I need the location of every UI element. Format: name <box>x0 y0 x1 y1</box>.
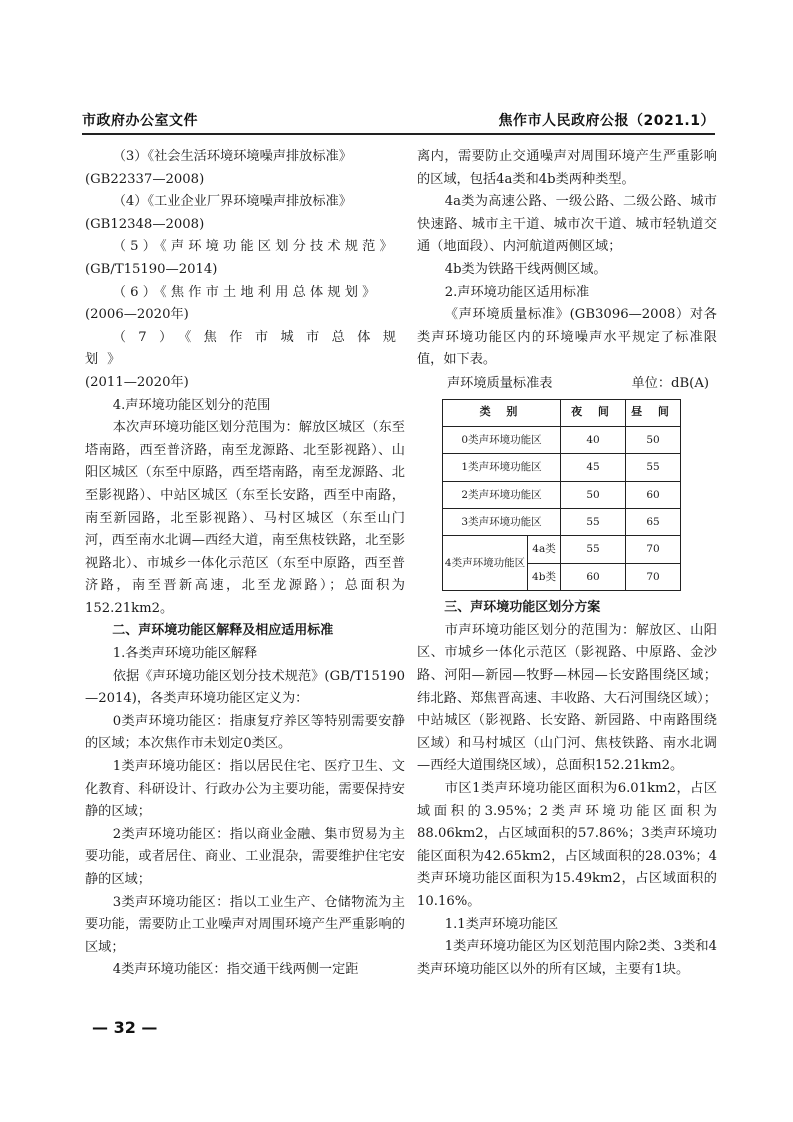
right-column-top <box>417 146 717 372</box>
paragraph: 4.声环境功能区划分的范围 <box>112 397 271 413</box>
running-header-left: 市政府办公室文件 <box>82 113 198 129</box>
paragraph: 4b类为铁路干线两侧区域。 <box>444 261 607 277</box>
section-heading: 二、声环境功能区解释及相应适用标准 <box>112 623 334 639</box>
header-category: 类 别 <box>443 399 561 426</box>
paragraph: (2011—2020年) <box>85 374 189 390</box>
noise-standard-table <box>442 399 681 592</box>
table-row <box>443 481 681 508</box>
header-night: 夜 间 <box>561 399 626 426</box>
paragraph: （4）《工业企业厂界环境噪声排放标准》 <box>112 194 352 210</box>
paragraph: （3）《社会生活环境环境噪声排放标准》 <box>112 149 352 164</box>
paragraph: 3类声环境功能区：指以工业生产、仓储物流为主要功能，需要防止工业噪声对周围环境产生严重影响的区域； <box>85 894 405 955</box>
paragraph: 市声环境功能区划分的范围为：解放区、山阳区、市城乡一体化示范区（影视路、中原路、金沙路、河阳—新园—牧野—林园—长安路围绕区域；纬北路、郑焦晋高速、丰收路、大石河围绕区域）；中站城区（影视路、长安路、新园路、中南路围绕区域）和马村城区（山门河、焦枝铁路、南水北调—西经大道围绕区域），总面积152.21km2。 <box>417 622 717 774</box>
table-caption: 声环境质量标准表 <box>447 375 553 391</box>
table-row <box>443 509 681 536</box>
paragraph: 2类声环境功能区：指以商业金融、集市贸易为主要功能，或者居住、商业、工业混杂，需要维护住宅安静的区域； <box>85 826 405 887</box>
running-header-right: 焦作市人民政府公报（2021.1） <box>498 113 715 129</box>
paragraph: 4类声环境功能区：指交通干线两侧一定距 <box>112 962 359 978</box>
left-column <box>85 146 405 982</box>
cell-night: 45 <box>561 454 626 481</box>
paragraph: 1类声环境功能区：指以居民住宅、医疗卫生、文化教育、科研设计、行政办公为主要功能，需要保持安静的区域； <box>85 759 405 820</box>
cell-group-category: 4类声环境功能区 <box>443 536 528 591</box>
cell-day: 70 <box>626 536 681 563</box>
paragraph: （6）《焦作市土地利用总体规划》 <box>112 284 380 300</box>
paragraph: 离内，需要防止交通噪声对周围环境产生严重影响的区域，包括4a类和4b类两种类型。 <box>417 149 717 187</box>
cell-day: 55 <box>626 454 681 481</box>
paragraph: (2006—2020年) <box>85 307 189 323</box>
paragraph: 0类声环境功能区：指康复疗养区等特别需要安静的区域；本次焦作市未划定0类区。 <box>85 713 405 752</box>
paragraph: 市区1类声环境功能区面积为6.01km2，占区域面积的3.95%；2类声环境功能区面积为88.06km2，占区域面积的57.86%；3类声环境功能区面积为42.65km2，占区域面积的28.03%；4类声环境功能区面积为15.49km2，占区域面积的10.16%。 <box>417 781 717 909</box>
paragraph: 本次声环境功能区划分范围为：解放区城区（东至塔南路，西至普济路，南至龙源路、北至影视路）、山阳区城区（东至中原路，西至塔南路，南至龙源路、北至影视路）、中站区城区（东至长安路，西至中南路，南至新园路，北至影视路）、马村区城区（东至山门河，西至南水北调—西经大道，南至焦枝铁路，北至影视路北）、市城乡一体化示范区（东至中原路，西至普济路，南至晋新高速，北至龙源路）；总面积为152.21km2。 <box>85 420 405 616</box>
right-column <box>417 146 717 981</box>
page-number: — 32 — <box>92 1018 158 1037</box>
paragraph: 1.各类声环境功能区解释 <box>112 646 258 662</box>
paragraph: (GB22337—2008) <box>85 171 205 187</box>
paragraph: 依据《声环境功能区划分技术规范》(GB/T15190—2014)，各类声环境功能区定义为： <box>85 668 405 707</box>
table-caption-row <box>417 373 717 396</box>
paragraph: 《声环境质量标准》(GB3096—2008）对各类声环境功能区内的环境噪声水平规定了标准限值，如下表。 <box>417 307 717 368</box>
cell-night: 60 <box>561 563 626 590</box>
section-heading: 三、声环境功能区划分方案 <box>444 600 601 616</box>
paragraph: 2.声环境功能区适用标准 <box>444 284 590 300</box>
table-row <box>443 426 681 453</box>
cell-day: 65 <box>626 509 681 536</box>
cell-night: 55 <box>561 509 626 536</box>
cell-subcategory: 4b类 <box>528 563 561 590</box>
table-row <box>443 536 681 563</box>
table-header-row <box>443 399 681 426</box>
cell-category: 3类声环境功能区 <box>443 509 561 536</box>
right-column-bottom <box>417 597 717 981</box>
paragraph: (GB12348—2008) <box>85 216 205 232</box>
cell-day: 50 <box>626 426 681 453</box>
cell-day: 70 <box>626 563 681 590</box>
cell-category: 2类声环境功能区 <box>443 481 561 508</box>
paragraph: （7）《焦作市城市总体规划》 <box>85 329 405 368</box>
paragraph: 1.1类声环境功能区 <box>444 916 559 932</box>
cell-night: 55 <box>561 536 626 563</box>
cell-category: 1类声环境功能区 <box>443 454 561 481</box>
table-unit: 单位：dB(A) <box>631 375 709 391</box>
cell-night: 40 <box>561 426 626 453</box>
cell-category: 0类声环境功能区 <box>443 426 561 453</box>
cell-subcategory: 4a类 <box>528 536 561 563</box>
table-row <box>443 454 681 481</box>
header-rule <box>82 133 715 135</box>
cell-night: 50 <box>561 481 626 508</box>
paragraph: (GB/T15190—2014) <box>85 261 218 277</box>
paragraph: （5）《声环境功能区划分技术规范》 <box>112 239 397 255</box>
cell-day: 60 <box>626 481 681 508</box>
paragraph: 4a类为高速公路、一级公路、二级公路、城市快速路、城市主干道、城市次干道、城市轻轨道交通（地面段）、内河航道两侧区域； <box>417 194 717 255</box>
header-day: 昼 间 <box>626 399 681 426</box>
paragraph: 1类声环境功能区为区划范围内除2类、3类和4类声环境功能区以外的所有区域，主要有1块。 <box>417 939 717 977</box>
